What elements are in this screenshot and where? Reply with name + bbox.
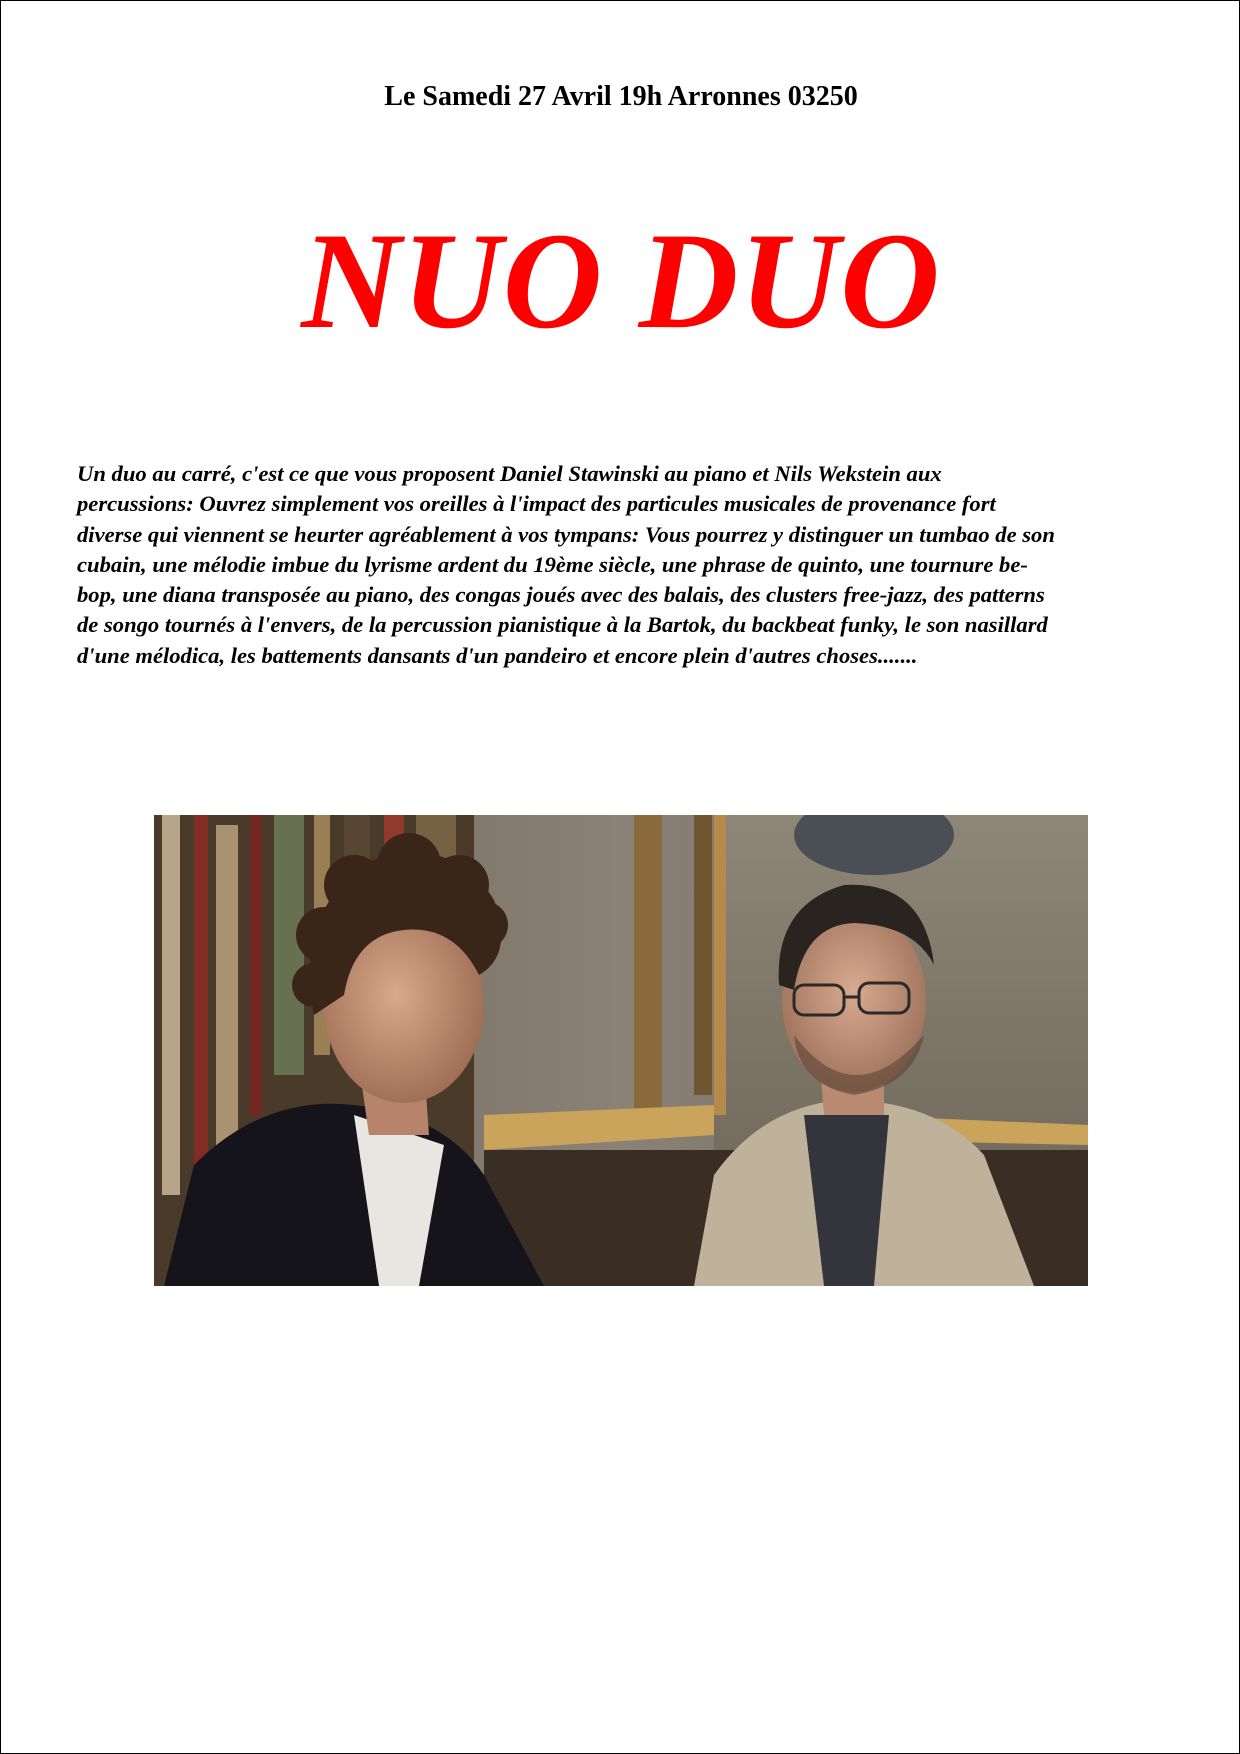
description-line: cubain, une mélodie imbue du lyrisme ardent du 19ème siècle, une phrase de quinto, une tournure be- — [77, 551, 1028, 577]
description-line: Un duo au carré, c'est ce que vous proposent Daniel Stawinski au piano et Nils Wekstein aux — [77, 461, 942, 486]
event-date-location: Le Samedi 27 Avril 19h Arronnes 03250 — [384, 81, 858, 112]
description-line: percussions: Ouvrez simplement vos oreilles à l'impact des particules musicales de provenance fort — [77, 491, 996, 517]
duo-portrait-photo — [154, 815, 1088, 1286]
description-line: d'une mélodica, les battements dansants d'un pandeiro et encore plein d'autres choses....... — [77, 642, 918, 668]
poster-title: NUO DUO — [301, 204, 941, 357]
description-line: de songo tournés à l'envers, de la percussion pianistique à la Bartok, du backbeat funky, le son nasillard — [77, 612, 1048, 638]
description-line: bop, une diana transposée au piano, des congas joués avec des balais, des clusters free-jazz, des patterns — [77, 582, 1045, 608]
description-paragraph — [77, 459, 1167, 671]
description-line: diverse qui viennent se heurter agréablement à vos tympans: Vous pourrez y distinguer un tumbao de son — [77, 521, 1055, 547]
